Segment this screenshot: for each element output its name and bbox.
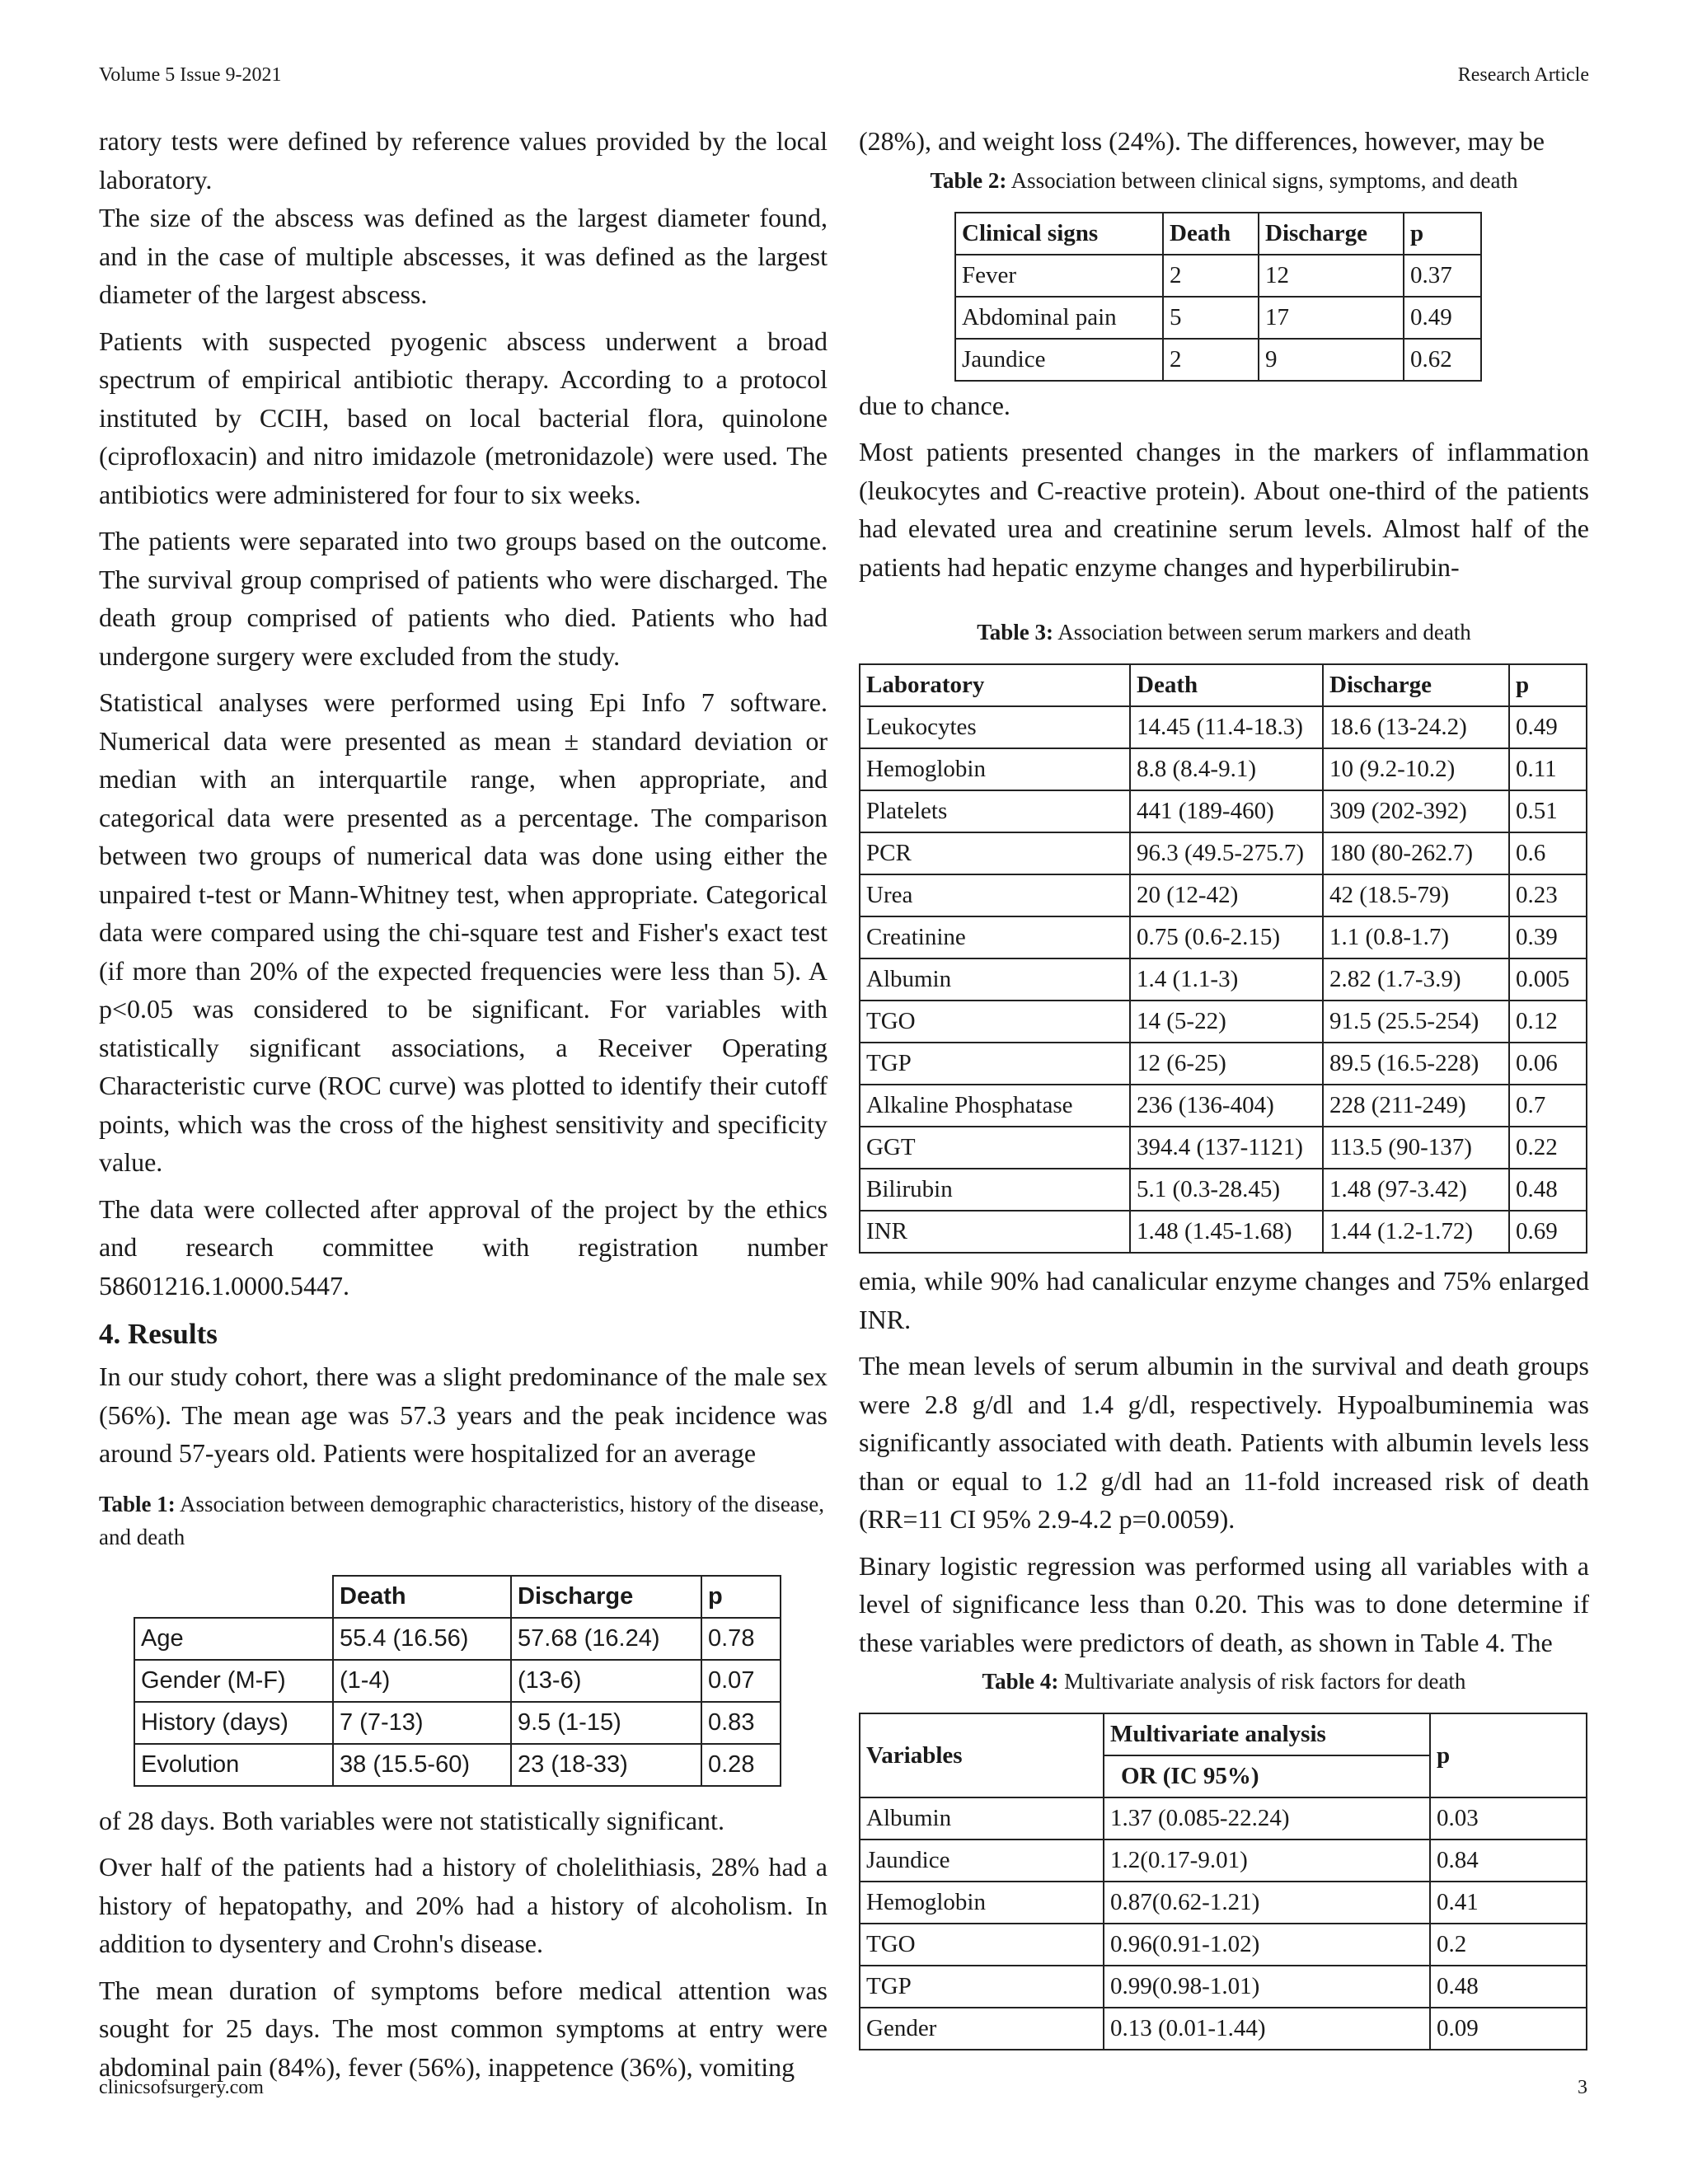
- table-row: [860, 832, 1587, 874]
- table-cell: Alkaline Phosphatase: [860, 1085, 1130, 1127]
- table-cell: 10 (9.2-10.2): [1323, 748, 1509, 790]
- table-cell: TGO: [860, 1924, 1104, 1966]
- table-cell: 14.45 (11.4-18.3): [1130, 706, 1323, 748]
- table-row: [860, 1882, 1587, 1924]
- table-cell: 180 (80-262.7): [1323, 832, 1509, 874]
- table-cell: 1.37 (0.085-22.24): [1104, 1797, 1430, 1840]
- table-row: [860, 1211, 1587, 1253]
- table-row: [955, 297, 1481, 339]
- table-cell: 2.82 (1.7-3.9): [1323, 958, 1509, 1001]
- table-row: [860, 916, 1587, 958]
- table-row: [860, 1085, 1587, 1127]
- table-cell: 0.06: [1509, 1043, 1587, 1085]
- table-row: [860, 2008, 1587, 2050]
- table-cell: 0.2: [1430, 1924, 1587, 1966]
- table-cell: Platelets: [860, 790, 1130, 832]
- table-cell: 0.78: [701, 1618, 781, 1660]
- table-cell: Jaundice: [955, 339, 1163, 381]
- table-cell: 0.39: [1509, 916, 1587, 958]
- table-row: [860, 1043, 1587, 1085]
- table-cell: 0.48: [1430, 1966, 1587, 2008]
- table-cell: 0.28: [701, 1744, 781, 1786]
- table-header-cell: p: [1404, 213, 1481, 255]
- table-cell: 0.11: [1509, 748, 1587, 790]
- table-cell: 0.6: [1509, 832, 1587, 874]
- table2: [954, 212, 1482, 382]
- table-row: [860, 790, 1587, 832]
- table-cell: 0.005: [1509, 958, 1587, 1001]
- table-cell: 5.1 (0.3-28.45): [1130, 1169, 1323, 1211]
- table-header-row: [860, 1713, 1587, 1755]
- table-row: [134, 1660, 781, 1702]
- table3: [859, 663, 1587, 1254]
- table-cell: 0.96(0.91-1.02): [1104, 1924, 1430, 1966]
- table-cell: 0.83: [701, 1702, 781, 1744]
- table-header-cell: OR (IC 95%): [1104, 1755, 1430, 1797]
- table-cell: 309 (202-392): [1323, 790, 1509, 832]
- table-cell: 0.48: [1509, 1169, 1587, 1211]
- table-header-cell: p: [1430, 1713, 1587, 1797]
- paragraph: The data were collected after approval of the project by the ethics and research committee with registration number 58601216.1.0000.5447.: [99, 1193, 828, 1301]
- table-cell: 9.5 (1-15): [511, 1702, 701, 1744]
- table-header-cell: p: [701, 1576, 781, 1618]
- table-header-cell: Laboratory: [860, 664, 1130, 706]
- table3-label: Table 3:: [977, 620, 1053, 644]
- running-header-volume: Volume 5 Issue 9-2021: [99, 64, 282, 86]
- paragraph: Most patients presented changes in the markers of inflammation (leukocytes and C-reactive protein). About one-third of the patients had elevated urea and creatinine serum levels. Almost half of the patients had hepatic enzyme changes and hyperbilirubin-: [859, 437, 1589, 582]
- table-cell: INR: [860, 1211, 1130, 1253]
- table-cell: 12 (6-25): [1130, 1043, 1323, 1085]
- table1-caption-text: Association between demographic characteristics, history of the disease, and death: [99, 1491, 825, 1549]
- table-cell: 20 (12-42): [1130, 874, 1323, 916]
- table-cell: 57.68 (16.24): [511, 1618, 701, 1660]
- table4-caption-text: Multivariate analysis of risk factors for death: [1058, 1669, 1466, 1694]
- paragraph: In our study cohort, there was a slight predominance of the male sex (56%). The mean age was 57.3 years and the peak incidence was around 57-years old. Patients were hospitalized for an average: [99, 1361, 828, 1468]
- table-row: [955, 339, 1481, 381]
- table3-caption: [859, 616, 1589, 649]
- table-cell: 0.87(0.62-1.21): [1104, 1882, 1430, 1924]
- table-header-cell: [134, 1576, 333, 1618]
- table-header-row: [134, 1576, 781, 1618]
- table-cell: TGO: [860, 1001, 1130, 1043]
- table-cell: 0.03: [1430, 1797, 1587, 1840]
- table-header-cell: Discharge: [1323, 664, 1509, 706]
- table4-caption: [859, 1665, 1589, 1698]
- table-cell: 228 (211-249): [1323, 1085, 1509, 1127]
- table-cell: 0.62: [1404, 339, 1481, 381]
- table-cell: 1.1 (0.8-1.7): [1323, 916, 1509, 958]
- table-header-row: [860, 664, 1587, 706]
- right-column: [859, 122, 1589, 2050]
- table2-caption-text: Association between clinical signs, symptoms, and death: [1006, 167, 1518, 193]
- table-cell: 55.4 (16.56): [333, 1618, 511, 1660]
- table-header-row: [955, 213, 1481, 255]
- table-row: [134, 1744, 781, 1786]
- table-cell: Gender (M-F): [134, 1660, 333, 1702]
- table-row: [860, 874, 1587, 916]
- table-cell: 0.51: [1509, 790, 1587, 832]
- running-header-type: Research Article: [1457, 64, 1589, 86]
- table-cell: 0.49: [1404, 297, 1481, 339]
- table-cell: 0.41: [1430, 1882, 1587, 1924]
- table-row: [955, 255, 1481, 297]
- table-cell: 14 (5-22): [1130, 1001, 1323, 1043]
- table-cell: 1.48 (97-3.42): [1323, 1169, 1509, 1211]
- table-header-cell: Death: [333, 1576, 511, 1618]
- table-row: [860, 706, 1587, 748]
- paragraph: The size of the abscess was defined as the largest diameter found, and in the case of multiple abscesses, it was defined as the largest diameter of the largest abscess.: [99, 203, 828, 309]
- table-header-cell: Discharge: [511, 1576, 701, 1618]
- table-row: [860, 1966, 1587, 2008]
- paragraph: Patients with suspected pyogenic abscess underwent a broad spectrum of empirical antibiotic therapy. According to a protocol instituted by CCIH, based on local bacterial flora, quinolone (ciprofloxacin) and nitro imidazole (metronidazole) were used. The antibiotics were administered for four to six weeks.: [99, 326, 828, 509]
- table-cell: Hemoglobin: [860, 748, 1130, 790]
- paragraph: of 28 days. Both variables were not statistically significant.: [99, 1805, 724, 1835]
- table-cell: 113.5 (90-137): [1323, 1127, 1509, 1169]
- table-cell: 1.44 (1.2-1.72): [1323, 1211, 1509, 1253]
- table-cell: 0.23: [1509, 874, 1587, 916]
- table-row: [860, 1797, 1587, 1840]
- table-cell: 5: [1163, 297, 1259, 339]
- paragraph: emia, while 90% had canalicular enzyme changes and 75% enlarged INR.: [859, 1266, 1589, 1334]
- table4: [859, 1713, 1587, 2050]
- table-cell: 0.84: [1430, 1840, 1587, 1882]
- page-number: 3: [1578, 2077, 1587, 2098]
- table-header-cell: Death: [1163, 213, 1259, 255]
- table-cell: 0.09: [1430, 2008, 1587, 2050]
- paragraph: Statistical analyses were performed using Epi Info 7 software. Numerical data were presented as mean ± standard deviation or median with an interquartile range, when appropriate, and categorical data were presented as a percentage. The comparison between two groups of numerical data was done using either the unpaired t-test or Mann-Whitney test, when appropriate. Categorical data were compared using the chi-square test and Fisher's exact test (if more than 20% of the expected frequencies were less than 5). A p<0.05 was considered to be significant. For variables with statistically significant associations, a Receiver Operating Characteristic curve (ROC curve) was plotted to identify their cutoff points, which was the cross of the highest sensitivity and specificity value.: [99, 687, 828, 1177]
- table-cell: 17: [1259, 297, 1404, 339]
- table-cell: Hemoglobin: [860, 1882, 1104, 1924]
- table-cell: History (days): [134, 1702, 333, 1744]
- table-cell: 91.5 (25.5-254): [1323, 1001, 1509, 1043]
- paragraph: The patients were separated into two groups based on the outcome. The survival group comprised of patients who were discharged. The death group comprised of patients who died. Patients who had undergone surgery were excluded from the study.: [99, 526, 828, 671]
- table-cell: Gender: [860, 2008, 1104, 2050]
- table-cell: GGT: [860, 1127, 1130, 1169]
- table-cell: 0.49: [1509, 706, 1587, 748]
- table-cell: 89.5 (16.5-228): [1323, 1043, 1509, 1085]
- table-cell: 0.75 (0.6-2.15): [1130, 916, 1323, 958]
- table-cell: 0.07: [701, 1660, 781, 1702]
- table1: [134, 1575, 781, 1787]
- table-cell: 38 (15.5-60): [333, 1744, 511, 1786]
- table-cell: Age: [134, 1618, 333, 1660]
- paragraph: due to chance.: [859, 390, 1010, 420]
- table-cell: PCR: [860, 832, 1130, 874]
- table-cell: 1.2(0.17-9.01): [1104, 1840, 1430, 1882]
- table4-label: Table 4:: [982, 1669, 1059, 1694]
- paragraph: Binary logistic regression was performed using all variables with a level of significance less than 0.20. This was to done determine if these variables were predictors of death, as shown in Table 4. The: [859, 1550, 1589, 1657]
- table-row: [860, 958, 1587, 1001]
- table1-caption: [99, 1488, 828, 1554]
- table-cell: 9: [1259, 339, 1404, 381]
- section-heading: 4. Results: [99, 1318, 218, 1350]
- table-cell: TGP: [860, 1043, 1130, 1085]
- table-row: [860, 1001, 1587, 1043]
- table-header-cell: Variables: [860, 1713, 1104, 1797]
- left-column: [99, 122, 828, 2094]
- table-header-cell: Clinical signs: [955, 213, 1163, 255]
- table3-caption-text: Association between serum markers and death: [1053, 620, 1471, 644]
- table-cell: 394.4 (137-1121): [1130, 1127, 1323, 1169]
- table-cell: Evolution: [134, 1744, 333, 1786]
- table-row: [860, 1840, 1587, 1882]
- paragraph: Over half of the patients had a history of cholelithiasis, 28% had a history of hepatopathy, and 20% had a history of alcoholism. In addition to dysentery and Crohn's disease.: [99, 1852, 828, 1958]
- table-cell: Bilirubin: [860, 1169, 1130, 1211]
- table-cell: 0.13 (0.01-1.44): [1104, 2008, 1430, 2050]
- table-cell: 18.6 (13-24.2): [1323, 706, 1509, 748]
- table-cell: 0.99(0.98-1.01): [1104, 1966, 1430, 2008]
- table-cell: 2: [1163, 255, 1259, 297]
- table-cell: Fever: [955, 255, 1163, 297]
- table-cell: Creatinine: [860, 916, 1130, 958]
- table-row: [860, 748, 1587, 790]
- table-cell: Leukocytes: [860, 706, 1130, 748]
- table-cell: 441 (189-460): [1130, 790, 1323, 832]
- table-row: [860, 1127, 1587, 1169]
- table-cell: Albumin: [860, 1797, 1104, 1840]
- table-cell: Abdominal pain: [955, 297, 1163, 339]
- table-cell: 0.37: [1404, 255, 1481, 297]
- table-cell: 0.12: [1509, 1001, 1587, 1043]
- table-cell: Jaundice: [860, 1840, 1104, 1882]
- table2-caption: [859, 164, 1589, 197]
- table-header-cell: p: [1509, 664, 1587, 706]
- paragraph: The mean duration of symptoms before medical attention was sought for 25 days. The most common symptoms at entry were abdominal pain (84%), fever (56%), inappetence (36%), vomiting: [99, 1975, 828, 2082]
- paragraph: The mean levels of serum albumin in the survival and death groups were 2.8 g/dl and 1.4 g/dl, respectively. Hypoalbuminemia was significantly associated with death. Patients with albumin levels less than or equal to 1.2 g/dl had an 11-fold increased risk of death (RR=11 CI 95% 2.9-4.2 p=0.0059).: [859, 1351, 1589, 1534]
- table-cell: 2: [1163, 339, 1259, 381]
- table-cell: 42 (18.5-79): [1323, 874, 1509, 916]
- table-cell: 8.8 (8.4-9.1): [1130, 748, 1323, 790]
- table1-label: Table 1:: [99, 1491, 176, 1516]
- table-cell: Albumin: [860, 958, 1130, 1001]
- table-cell: 1.4 (1.1-3): [1130, 958, 1323, 1001]
- footer-site: clinicsofsurgery.com: [99, 2077, 264, 2098]
- table-cell: Urea: [860, 874, 1130, 916]
- table-cell: (1-4): [333, 1660, 511, 1702]
- table-cell: 0.69: [1509, 1211, 1587, 1253]
- table-cell: 7 (7-13): [333, 1702, 511, 1744]
- paragraph: ratory tests were defined by reference values provided by the local laboratory.: [99, 126, 828, 194]
- table-cell: 96.3 (49.5-275.7): [1130, 832, 1323, 874]
- table-row: [134, 1618, 781, 1660]
- table-cell: 236 (136-404): [1130, 1085, 1323, 1127]
- table-cell: 0.7: [1509, 1085, 1587, 1127]
- table-cell: 23 (18-33): [511, 1744, 701, 1786]
- paragraph: (28%), and weight loss (24%). The differences, however, may be: [859, 126, 1545, 156]
- table-cell: TGP: [860, 1966, 1104, 2008]
- table2-label: Table 2:: [930, 167, 1007, 193]
- table-cell: 1.48 (1.45-1.68): [1130, 1211, 1323, 1253]
- table-header-cell: Death: [1130, 664, 1323, 706]
- table-header-cell: Multivariate analysis: [1104, 1713, 1430, 1755]
- table-cell: (13-6): [511, 1660, 701, 1702]
- table-row: [860, 1924, 1587, 1966]
- table-row: [860, 1169, 1587, 1211]
- table-header-cell: Discharge: [1259, 213, 1404, 255]
- table-cell: 0.22: [1509, 1127, 1587, 1169]
- table-row: [134, 1702, 781, 1744]
- table-cell: 12: [1259, 255, 1404, 297]
